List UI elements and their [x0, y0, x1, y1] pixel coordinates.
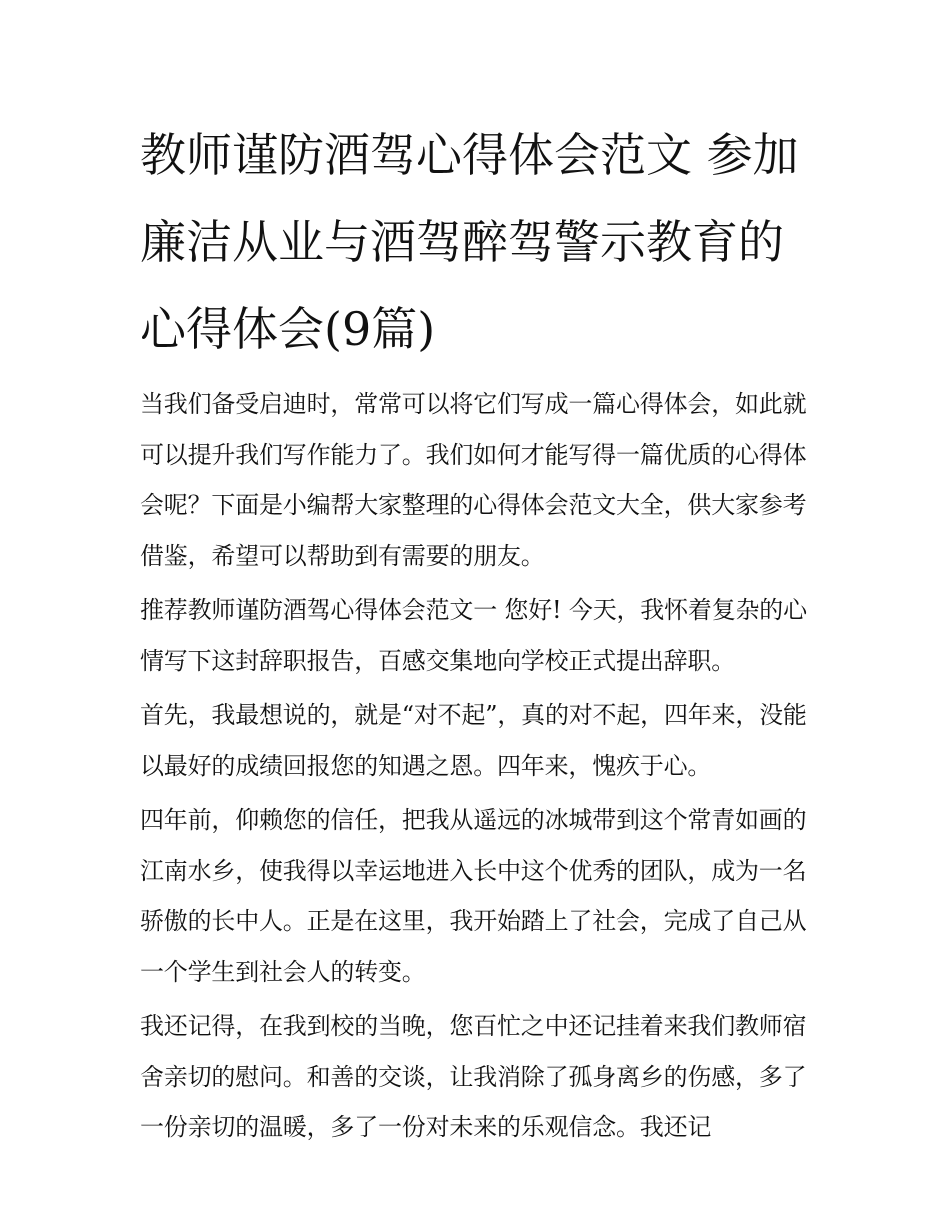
paragraph-memory: 我还记得，在我到校的当晚，您百忙之中还记挂着来我们教师宿舍亲切的慰问。和善的交谈，让我消除了孤身离乡的伤感，多了一份亲切的温暖，多了一份对未来的乐观信念。我还记	[140, 1012, 807, 1141]
paragraph-intro: 当我们备受启迪时，常常可以将它们写成一篇心得体会，如此就可以提升我们写作能力了。我们如何才能写得一篇优质的心得体会呢？下面是小编帮大家整理的心得体会范文大全，供大家参考借鉴，希望可以帮助到有需要的朋友。	[140, 390, 807, 570]
title-block	[140, 112, 812, 373]
paragraph-apology: 首先，我最想说的，就是“对不起”，真的对不起，四年来，没能以最好的成绩回报您的知遇之恩。四年来，愧疚于心。	[140, 701, 807, 780]
paragraph-four-years-ago: 四年前，仰赖您的信任，把我从遥远的冰城带到这个常青如画的江南水乡，使我得以幸运地进入长中这个优秀的团队，成为一名骄傲的长中人。正是在这里，我开始踏上了社会，完成了自己从一个学生到社会人的转变。	[140, 806, 807, 986]
document-title: 教师谨防酒驾心得体会范文 参加廉洁从业与酒驾醉驾警示教育的心得体会(9篇)	[140, 128, 799, 356]
document-page	[140, 112, 812, 1157]
paragraph-recommend: 推荐教师谨防酒驾心得体会范文一 您好! 今天，我怀着复杂的心情写下这封辞职报告，百感交集地向学校正式提出辞职。	[140, 596, 807, 675]
